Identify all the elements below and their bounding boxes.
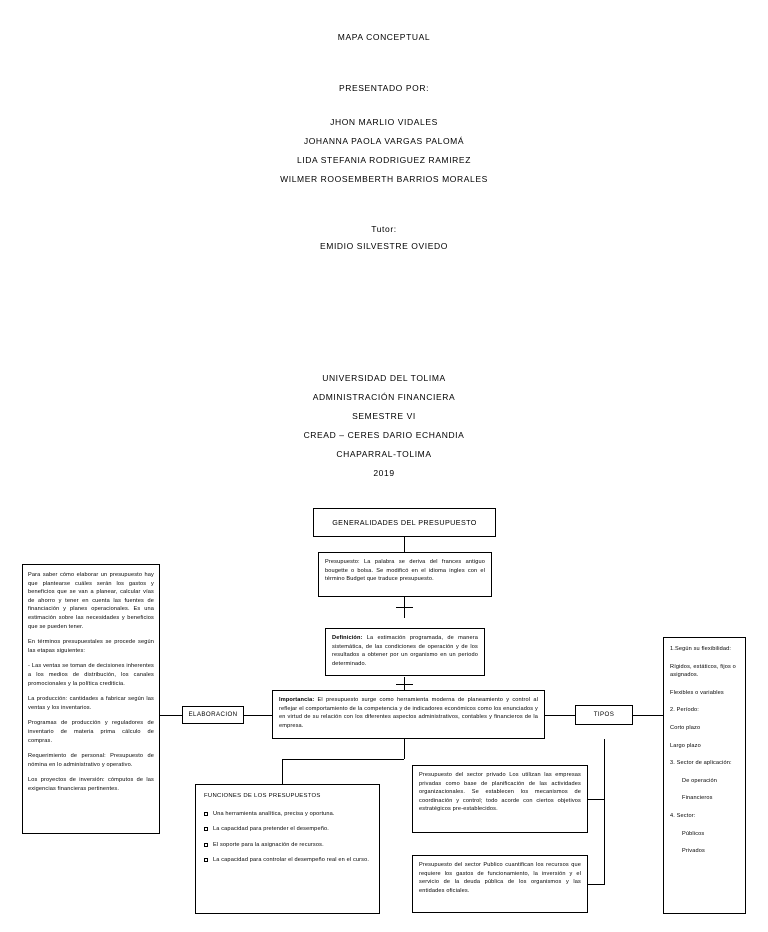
tutor-name: EMIDIO SILVESTRE OVIEDO	[320, 241, 448, 251]
tipos-subitem: Flexibles o variables	[670, 689, 724, 696]
definicion-label: Definición:	[332, 635, 363, 641]
connector-tick-1	[396, 607, 413, 608]
connector-sector-privado	[588, 799, 605, 800]
sector-privado-box	[412, 765, 588, 833]
sector-privado-text: Presupuesto del sector privado Los utilizan las empresas privadas como base de planificación de las actividades organizacionales. Se establecen los mecanismos de coordinación y control; todo acorde con ciertos objetivos estratégicos pre-establecidos.	[419, 772, 581, 813]
list-item: La capacidad para pretender el desempeño.	[204, 825, 371, 834]
list-item: Una herramienta analítica, precisa y oportuna.	[204, 810, 371, 819]
elaboracion-paragraph: - Las ventas se toman de decisiones inherentes a los medios de distribución, los canales promocionales y la política crediticia.	[28, 663, 154, 687]
main-title-text: GENERALIDADES DEL PRESUPUESTO	[332, 517, 477, 527]
tipos-item: 4. Sector:	[670, 812, 696, 819]
connector-tipos-to-right	[633, 715, 663, 716]
author-name: JHON MARLIO VIDALES	[330, 117, 438, 127]
author-name: WILMER ROOSEMBERTH BARRIOS MORALES	[280, 174, 488, 184]
tipos-label: TIPOS	[593, 710, 615, 718]
elaboracion-paragraph: Los proyectos de inversión: cómputos de las exigencias financieras pertinentes.	[28, 777, 154, 792]
presented-by-label: PRESENTADO POR:	[338, 83, 430, 93]
page-title: MAPA CONCEPTUAL	[337, 32, 431, 42]
definicion-box	[325, 628, 485, 676]
connector-elaboracion-left	[160, 715, 182, 716]
institution-line: CHAPARRAL-TOLIMA	[336, 449, 432, 459]
institution-line: ADMINISTRACIÓN FINANCIERA	[312, 392, 456, 402]
institution-line: 2019	[373, 468, 395, 478]
funciones-title: FUNCIONES DE LOS PRESUPUESTOS	[204, 793, 321, 799]
elaboracion-node	[182, 706, 244, 724]
connector-sector-down	[604, 739, 605, 799]
elaboracion-detail-box	[22, 564, 160, 834]
elaboracion-paragraph: En términos presupuestales se procede según las etapas siguientes:	[28, 639, 154, 654]
sector-publico-text: Presupuesto del sector Publico cuantifican los recursos que requiere los gastos de funcionamiento, la inversión y el servicio de la deuda pública de los organismos y las entidades oficiales.	[419, 862, 581, 894]
tipos-detail-box	[663, 637, 746, 914]
connector-importancia-to-tipos	[545, 715, 575, 716]
list-item: La capacidad para controlar el desempeño real en el curso.	[204, 856, 371, 865]
connector-funciones-down	[282, 759, 283, 784]
tipos-subitem: Largo plazo	[670, 742, 701, 749]
elaboracion-paragraph: Programas de producción y reguladores de inventario de materia prima cálculo de compras.	[28, 720, 154, 744]
sector-publico-box	[412, 855, 588, 913]
tipos-item: 2. Período:	[670, 707, 700, 714]
elaboracion-paragraph: Requerimiento de personal: Presupuesto de nómina en lo administrativo y operativo.	[28, 753, 154, 768]
elaboracion-paragraph: Para saber cómo elaborar un presupuesto hay que plantearse cuáles serán los gastos y beneficios que se van a planear, calcular vías de ahorro y tener en cuenta las fuentes de financiación y planes operacionales. Es una estimación sobre las necesidades y beneficios que se pueden tener.	[28, 572, 154, 630]
author-name: JOHANNA PAOLA VARGAS PALOMÁ	[303, 136, 465, 146]
tipos-subitem: Rígidos, estáticos, fijos o asignados.	[670, 663, 736, 679]
definicion-text: La estimación programada, de manera sistemática, de las condiciones de operación y de los resultados a obtener por un organismo en un periodo determinado.	[332, 635, 478, 667]
tipos-subitem: Corto plazo	[670, 724, 701, 731]
tipos-node	[575, 705, 633, 725]
institution-line: CREAD – CERES DARIO ECHANDIA	[303, 430, 465, 440]
connector-tick-2	[396, 684, 413, 685]
tipos-subitem: De operación	[682, 777, 718, 784]
presupuesto-origin-box	[318, 552, 492, 597]
connector-sector-publico	[588, 884, 605, 885]
importancia-label: Importancia:	[279, 697, 315, 703]
main-title-box	[313, 508, 496, 537]
tipos-subitem: Financieros	[682, 795, 713, 802]
tipos-subitem: Públicos	[682, 830, 705, 837]
institution-line: SEMESTRE VI	[352, 411, 416, 421]
importancia-box	[272, 690, 545, 739]
elaboracion-label: ELABORACION	[188, 710, 238, 718]
tutor-label: Tutor:	[371, 224, 397, 234]
connector-title-to-presupuesto	[404, 536, 405, 552]
importancia-text: El presupuesto surge como herramienta moderna de planeamiento y control al reflejar el comportamiento de la competencia y de indicadores económicos como los enunciados y en virtud de su relación con los diferentes aspectos administrativos, contables y financieros de la empresa.	[279, 697, 538, 729]
connector-funciones-branch	[282, 759, 404, 760]
funciones-box	[195, 784, 380, 914]
connector-importancia-down	[404, 739, 405, 759]
tipos-item: 1.Según su flexibilidad:	[670, 646, 732, 652]
connector-elaboracion-to-importancia	[244, 715, 272, 716]
author-name: LIDA STEFANIA RODRIGUEZ RAMIREZ	[297, 155, 471, 165]
institution-line: UNIVERSIDAD DEL TOLIMA	[322, 373, 446, 383]
tipos-subitem: Privados	[682, 848, 705, 855]
presupuesto-origin-text: Presupuesto: La palabra se deriva del frances antiguo bougette o bolsa. Se modificó en el idioma ingles con el término Budget que traduce presupuesto.	[325, 559, 485, 583]
elaboracion-paragraph: La producción: cantidades a fabricar según las ventas y los inventarios.	[28, 696, 154, 711]
connector-sector-publico-v	[604, 799, 605, 884]
list-item: El soporte para la asignación de recursos.	[204, 841, 371, 850]
funciones-list	[204, 810, 371, 865]
tipos-item: 3. Sector de aplicación:	[670, 760, 732, 767]
